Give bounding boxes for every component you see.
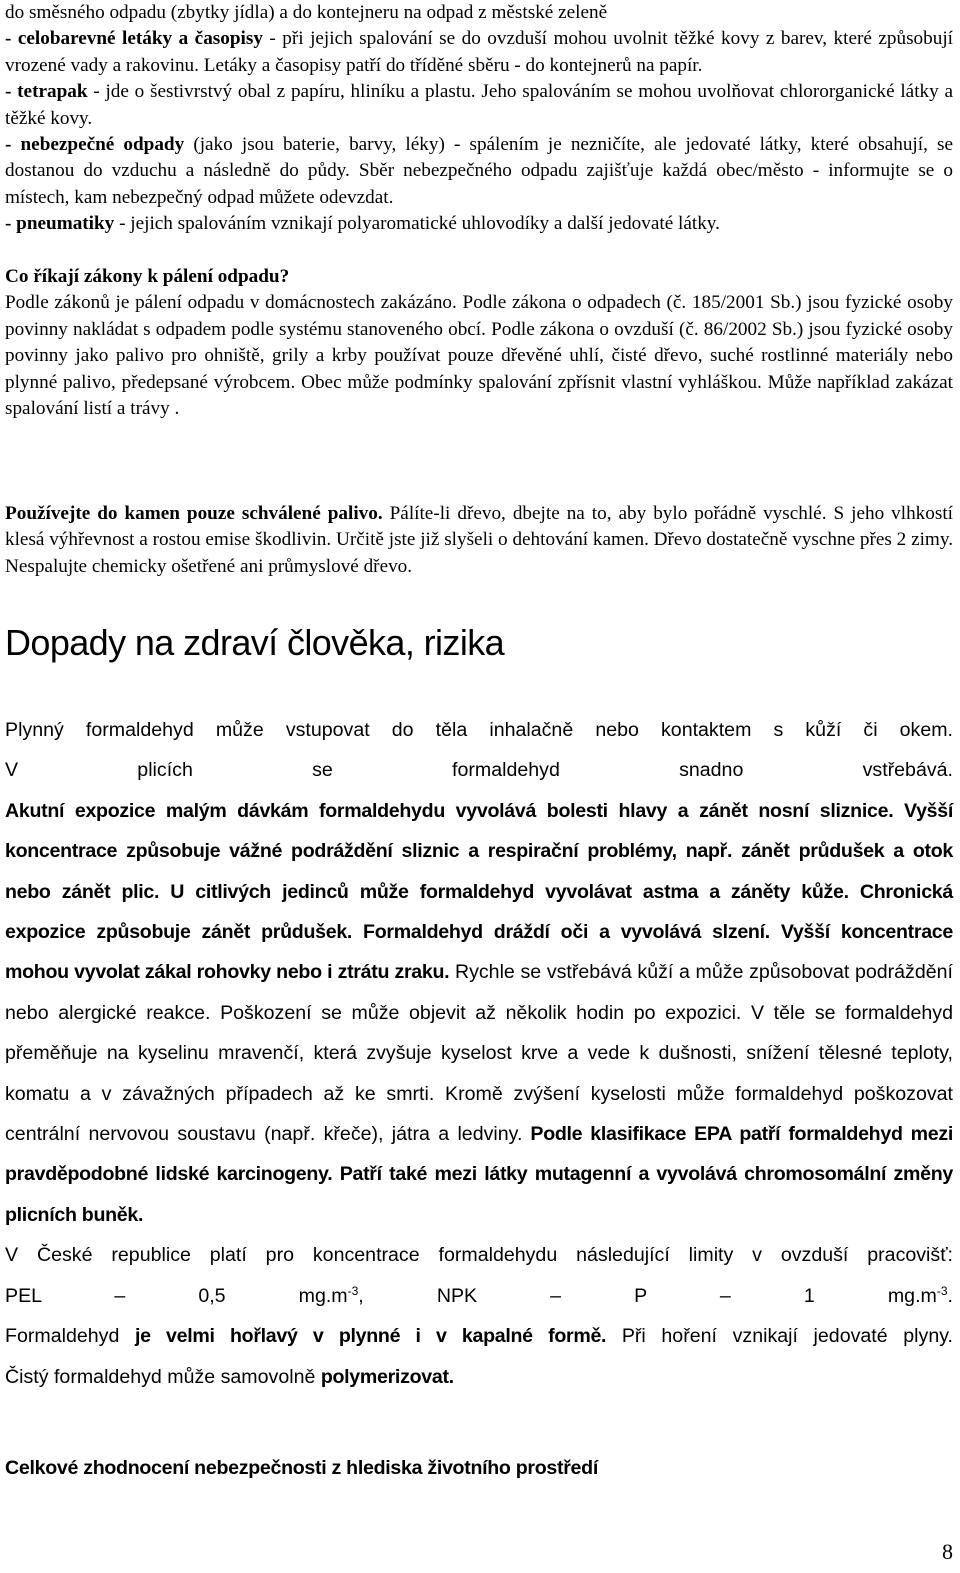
health-absorb-text: Rychle se vstřebává kůží a může způsobovat podráždění nebo alergické reakce. Poškození se může objevit až několik hodin po expozici. V těle se formaldehyd přeměňuje na kyselinu mravenčí, která zvyšuje kyselost krve a vede k dušnosti, snížení tělesné teploty, komatu a v závažných případech až ke smrti. Kromě zvýšení kyselosti může formaldehyd poškozovat centrální nervovou soustavu (např. křeče), játra a ledviny. (5, 961, 953, 1146)
pel-label: PEL (5, 1284, 42, 1307)
waste-item-tyres-text: - jejich spalováním vznikají polyaromatické uhlovodíky a další jedovaté látky. (114, 213, 720, 235)
dash: – (550, 1284, 562, 1307)
health-p3 (5, 791, 953, 1235)
pel-exponent: -3 (347, 1283, 359, 1298)
spacer (5, 238, 953, 264)
health-acute-text: Akutní expozice malým dávkám formaldehydu vyvolává bolesti hlavy a zánět nosní sliznice. Vyšší koncentrace způsobuje vážné podráždění sliznic a respirační problémy, např. zánět průdušek a otok nebo zánět plic. U citlivých jedinců může formaldehyd vyvolávat astma a záněty kůže. Chronická expozice způsobuje zánět průdušek. Formaldehyd dráždí oči a vyvolává slzení. Vyšší koncentrace mohou vyvolat zákal rohovky nebo i ztrátu zraku. (5, 799, 953, 984)
npk-label: NPK (436, 1284, 478, 1307)
fuel-advice (5, 501, 953, 580)
waste-item-leaflets-title: - celobarevné letáky a časopisy (5, 28, 263, 50)
p-label: P (634, 1284, 647, 1307)
pel-value (198, 1285, 363, 1307)
npk-dot: . (947, 1284, 953, 1307)
heading-health-impacts: Dopady na zdraví člověka, rizika (5, 622, 505, 663)
health-p1: Plynný formaldehyd může vstupovat do těla inhalačně nebo kontaktem s kůží či okem. (5, 719, 953, 741)
waste-item-tetrapak (5, 79, 953, 132)
pel-number: 0,5 mg.m (198, 1284, 348, 1307)
npk-exponent: -3 (936, 1283, 948, 1298)
health-p5 (5, 1316, 953, 1356)
waste-item-tyres (5, 211, 953, 237)
waste-item-tetrapak-text: - jde o šestivrstvý obal z papíru, hliníku a plastu. Jeho spalováním se mohou uvolňovat chlororganické látky a těžké kovy. (5, 81, 954, 129)
npk-number: 1 mg.m (803, 1284, 937, 1307)
waste-item-residual: do směsného odpadu (zbytky jídla) a do kontejneru na odpad z městské zeleně (5, 2, 608, 23)
limits-line (5, 1276, 953, 1316)
health-p2: V plicích se formaldehyd snadno vstřebává. (5, 759, 953, 782)
pel-comma: , (358, 1284, 364, 1307)
waste-item-tetrapak-title: - tetrapak (5, 81, 88, 103)
law-question-text: Co říkají zákony k pálení odpadu? (5, 266, 290, 288)
dash: – (114, 1284, 126, 1307)
waste-item-hazardous-title: - nebezpečné odpady (5, 134, 185, 156)
flammable-prefix: Formaldehyd (5, 1325, 135, 1348)
fuel-advice-text: Pálíte-li dřevo, dbejte na to, aby bylo pořádně vyschlé. S jeho vlhkostí klesá výhřevnost a rostou emise škodlivin. Určitě jste již slyšeli o dehtování kamen. Dřevo dostatečně vyschne přes 2 zimy. Nespalujte chemicky ošetřené ani průmyslové dřevo. (5, 503, 953, 577)
npk-value (804, 1285, 953, 1307)
law-text: Podle zákonů je pálení odpadu v domácnostech zakázáno. Podle zákona o odpadech (č. 185/2001 Sb.) jsou fyzické osoby povinny nakládat s odpadem podle systému stanoveného obcí. Podle zákona o ovzduší (č. 86/2002 Sb.) jsou fyzické osoby povinny jako palivo pro ohniště, grily a krby používat pouze dřevěné uhlí, čisté dřevo, suché rostlinné materiály nebo plynné palivo, předepsané výrobcem. Obec může podmínky spalování zpřísnit vlastní vyhláškou. Může například zakázat spalování listí a trávy . (5, 292, 953, 420)
polymer-prefix: Čistý formaldehyd může samovolně (5, 1365, 321, 1388)
health-epa-text: Podle klasifikace EPA patří formaldehyd mezi pravděpodobné lidské karcinogeny. Patří také mezi látky mutagenní a vyvolává chromosomální změny plicních buněk. (5, 1123, 953, 1226)
flammable-rest: Při hoření vznikají jedovaté plyny. (606, 1325, 953, 1348)
waste-item-leaflets (5, 26, 953, 79)
waste-item-leaflets-text: - při jejich spalování se do ovzduší mohou uvolnit těžké kovy z barev, které způsobují vrozené vady a rakovinu. Letáky a časopisy patří do tříděné sběru - do kontejnerů na papír. (5, 28, 953, 76)
fuel-advice-title: Používejte do kamen pouze schválené palivo. (5, 503, 383, 524)
waste-item-tyres-title: - pneumatiky (5, 213, 115, 235)
flammable-bold: je velmi hořlavý v plynné i v kapalné formě. (134, 1325, 607, 1348)
law-question (5, 264, 953, 290)
page-number: 8 (942, 1539, 953, 1564)
heading-environment-hazard: Celkové zhodnocení nebezpečnosti z hlediska životního prostředí (5, 1457, 598, 1479)
waste-item-hazardous (5, 132, 953, 211)
waste-list (5, 0, 953, 422)
waste-item-hazardous-text: (jako jsou baterie, barvy, léky) - spálením je nezničíte, ale jedovaté látky, které obsahují, se dostanou do vzduchu a následně do půdy. Sběr nebezpečného odpadu zajišťuje každá obec/město - informujte se o místech, kam nebezpečný odpad můžete odevzdat. (5, 134, 953, 208)
polymer-bold: polymerizovat. (320, 1365, 454, 1388)
health-p4: V České republice platí pro koncentrace formaldehydu následující limity v ovzduší pracovišť: (5, 1244, 953, 1267)
dash: – (719, 1284, 731, 1307)
health-section (5, 710, 953, 1397)
health-p6 (5, 1357, 953, 1397)
